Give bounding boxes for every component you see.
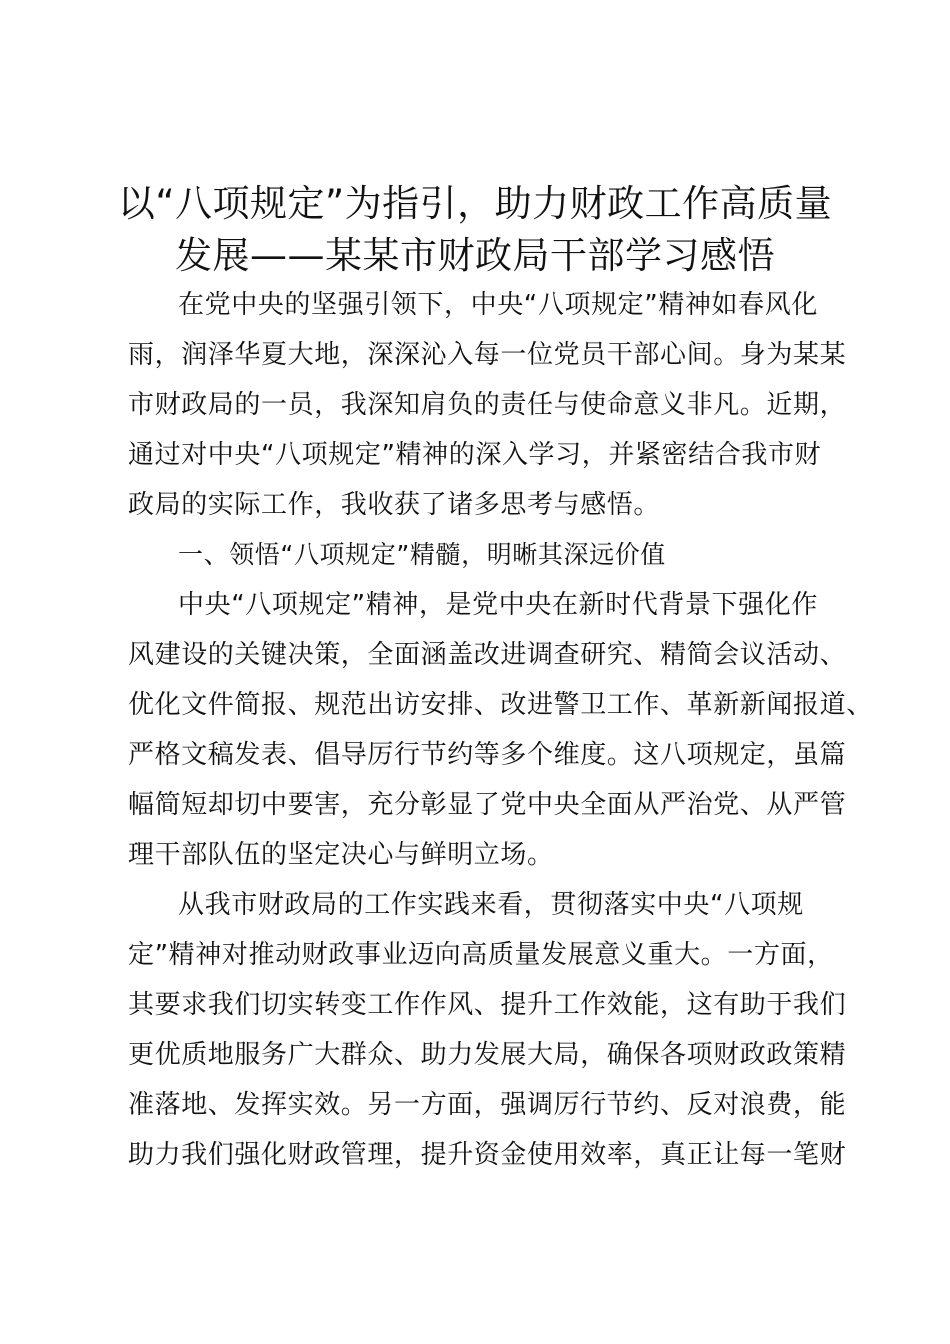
paragraph-3-line: 其要求我们切实转变工作作风、提升工作效能，这有助于我们 [128, 990, 847, 1020]
paragraph-1-line: 通过对中央“八项规定”精神的深入学习，并紧密结合我市财 [128, 440, 822, 470]
paragraph-3-line: 从我市财政局的工作实践来看，贯彻落实中央“八项规 [178, 890, 804, 920]
section-heading-1: 一、领悟“八项规定”精髓，明晰其深远价值 [178, 540, 666, 569]
paragraph-2-line: 严格文稿发表、倡导厉行节约等多个维度。这八项规定，虽篇 [128, 740, 847, 770]
paragraph-1-line: 在党中央的坚强引领下，中央“八项规定”精神如春风化 [178, 290, 818, 320]
paragraph-1-line: 政局的实际工作，我收获了诸多思考与感悟。 [128, 490, 661, 520]
paragraph-2-line: 中央“八项规定”精神，是党中央在新时代背景下强化作 [178, 590, 818, 620]
document-title-line-1: 以“八项规定”为指引，助力财政工作高质量 [117, 182, 833, 225]
paragraph-2-line: 优化文件简报、规范出访安排、改进警卫工作、革新新闻报道、 [128, 690, 873, 720]
paragraph-3-line: 定”精神对推动财政事业迈向高质量发展意义重大。一方面， [128, 940, 834, 970]
paragraph-2-line: 幅简短却切中要害，充分彰显了党中央全面从严治党、从严管 [128, 790, 847, 820]
paragraph-3-line: 更优质地服务广大群众、助力发展大局，确保各项财政政策精 [128, 1040, 847, 1070]
paragraph-3-line: 准落地、发挥实效。另一方面，强调厉行节约、反对浪费，能 [128, 1090, 847, 1120]
paragraph-1-line: 雨，润泽华夏大地，深深沁入每一位党员干部心间。身为某某 [128, 340, 847, 370]
document-title-line-2: 发展——某某市财政局干部学习感悟 [175, 234, 775, 277]
paragraph-2-line: 风建设的关键决策，全面涵盖改进调查研究、精简会议活动、 [128, 640, 847, 670]
paragraph-2-line: 理干部队伍的坚定决心与鲜明立场。 [128, 840, 554, 870]
paragraph-3-line: 助力我们强化财政管理，提升资金使用效率，真正让每一笔财 [128, 1140, 847, 1170]
paragraph-1-line: 市财政局的一员，我深知肩负的责任与使命意义非凡。近期， [128, 390, 847, 420]
